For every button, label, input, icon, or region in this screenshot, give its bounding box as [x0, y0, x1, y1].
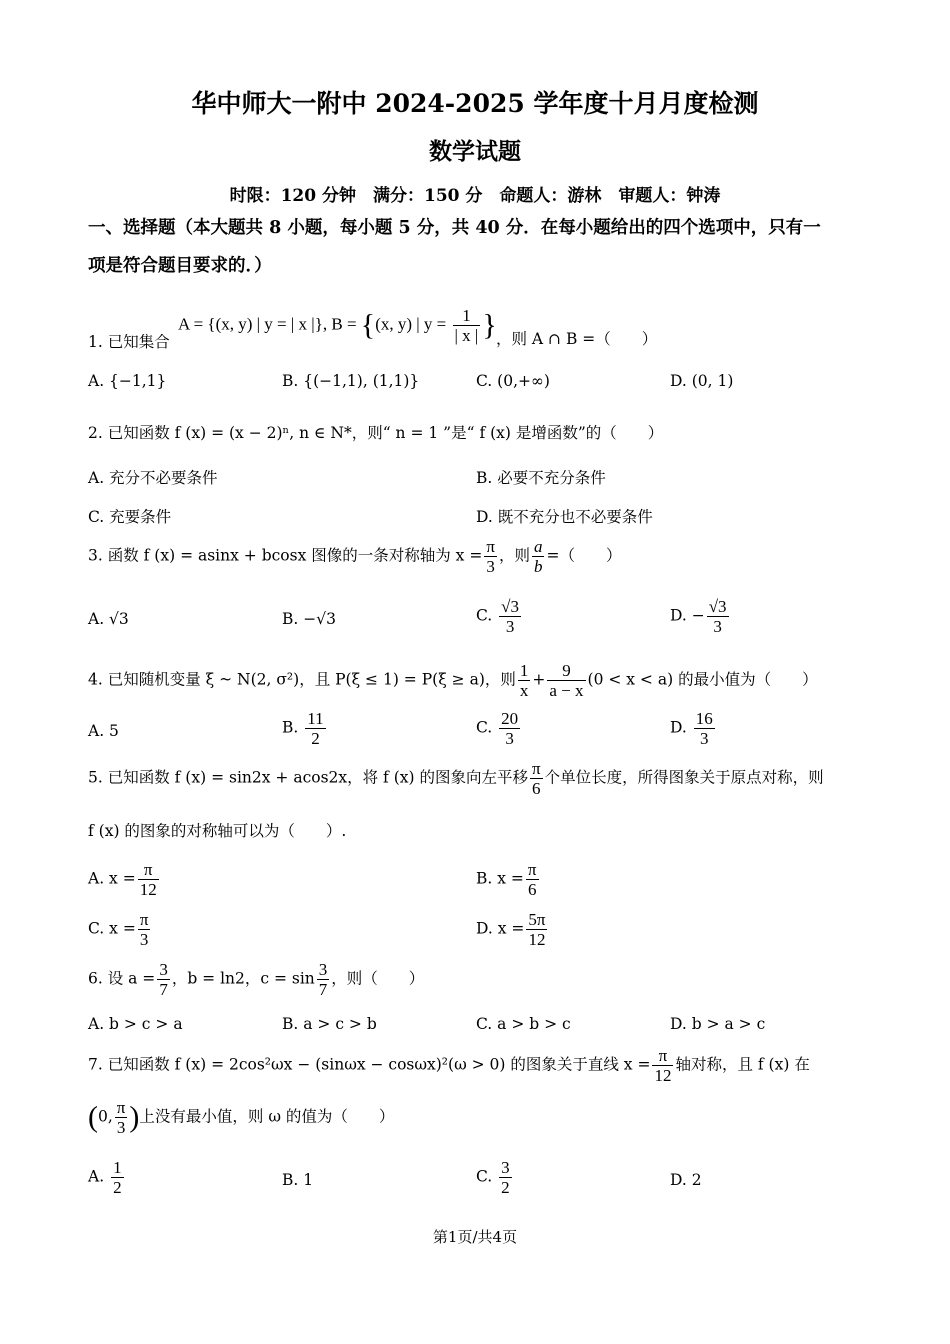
q5-stem-line2: f (x) 的图象的对称轴可以为（ ）.	[88, 822, 347, 840]
q3-option-a[interactable]: A. √3	[88, 610, 129, 628]
q2-stem: 2. 已知函数 f (x) = (x − 2)ⁿ, n ∈ N*，则“ n = 1 ”是“ f (x) 是增函数”的（ ）	[88, 424, 664, 442]
q5-option-a[interactable]: A. x = $\frac{\pi}{12}$	[88, 860, 157, 899]
q1-stem: 1. 已知集合	[88, 333, 170, 351]
q7-option-d[interactable]: D. 2	[670, 1171, 702, 1189]
page-footer: 第1页/共4页	[432, 1228, 518, 1246]
q5-stem: 5. 已知函数 f (x) = sin2x + acos2x，将 f (x) 的图象向左平移 $\frac{\pi}{6}$ 个单位长度，所得图象关于原点对称，则	[88, 759, 824, 798]
q3-stem: 3. 函数 f (x) = asinx + bcosx 图像的一条对称轴为 x = $\frac{\pi}{3}$ ，则 $\frac{a}{b}$ =（ ）	[88, 537, 622, 576]
q2-option-b[interactable]: B. 必要不充分条件	[476, 469, 606, 487]
section-heading-line1: 一、选择题（本大题共 8 小题，每小题 5 分，共 40 分．在每小题给出的四个选项中，只有一	[88, 218, 821, 238]
q4-option-b[interactable]: B. $\frac{11}{2}$	[282, 709, 324, 748]
section-heading-line2: 项是符合题目要求的．）	[88, 256, 272, 276]
q4-option-d[interactable]: D. $\frac{16}{3}$	[670, 709, 713, 748]
q7-option-a[interactable]: A. $\frac{1}{2}$	[88, 1158, 122, 1197]
q3-option-d[interactable]: D. − $\frac{√3}{3}$	[670, 597, 727, 636]
q5-option-b[interactable]: B. x = $\frac{\pi}{6}$	[476, 860, 537, 899]
q7-option-b[interactable]: B. 1	[282, 1171, 314, 1189]
q5-option-d[interactable]: D. x = $\frac{5\pi}{12}$	[476, 910, 546, 949]
q1-set-definition: A = {(x, y) | y = | x |}, B = {(x, y) | y = $\frac{1}{| x |}$ }	[178, 306, 497, 345]
q4-stem: 4. 已知随机变量 ξ ~ N(2, σ²)，且 P(ξ ≤ 1) = P(ξ ≥ a)，则 $\frac{1}{x}$ + $\frac{9}{a - x}$ (0 < x < a) 的最小值为（ ）	[88, 661, 818, 700]
q2-option-a[interactable]: A. 充分不必要条件	[88, 469, 218, 487]
q6-option-d[interactable]: D. b > a > c	[670, 1015, 766, 1033]
q7-stem: 7. 已知函数 f (x) = 2cos²ωx − (sinωx − cosωx)²(ω > 0) 的图象关于直线 x = $\frac{\pi}{12}$ 轴对称，且 f (x) 在	[88, 1046, 810, 1085]
q4-option-c[interactable]: C. $\frac{20}{3}$	[476, 709, 519, 748]
q7-option-c[interactable]: C. $\frac{3}{2}$	[476, 1158, 510, 1197]
q3-option-c[interactable]: C. $\frac{√3}{3}$	[476, 597, 520, 636]
q1-option-d[interactable]: D. (0, 1)	[670, 372, 734, 390]
exam-subtitle: 数学试题	[429, 138, 521, 165]
q2-option-d[interactable]: D. 既不充分也不必要条件	[476, 508, 653, 526]
q6-option-b[interactable]: B. a > c > b	[282, 1015, 377, 1033]
q1-suffix: ，则 A ∩ B =（ ）	[496, 330, 658, 348]
q7-stem-line2: (0, $\frac{\pi}{3}$ )上没有最小值，则 ω 的值为（ ）	[88, 1098, 395, 1137]
q6-stem: 6. 设 a = $\frac{3}{7}$ ，b = ln2，c = sin $\frac{3}{7}$ ，则（ ）	[88, 960, 425, 999]
q6-option-a[interactable]: A. b > c > a	[88, 1015, 183, 1033]
exam-title: 华中师大一附中 2024-2025 学年度十月月度检测	[191, 89, 759, 118]
q1-option-a[interactable]: A. {−1,1}	[88, 372, 167, 390]
exam-meta: 时限：120 分钟 满分：150 分 命题人：游林 审题人：钟涛	[229, 186, 721, 206]
q1-set-b: (x, y) | y =	[375, 314, 447, 334]
q1-set-a: A = {(x, y) | y = | x |}, B =	[178, 314, 357, 334]
q1-option-b[interactable]: B. {(−1,1), (1,1)}	[282, 372, 420, 390]
q3-option-b[interactable]: B. −√3	[282, 610, 336, 628]
q5-option-c[interactable]: C. x = $\frac{\pi}{3}$	[88, 910, 149, 949]
q2-option-c[interactable]: C. 充要条件	[88, 508, 172, 526]
q6-option-c[interactable]: C. a > b > c	[476, 1015, 571, 1033]
q1-option-c[interactable]: C. (0,+∞)	[476, 372, 550, 390]
q1-fraction: $\frac{1}{| x |}$	[454, 306, 479, 345]
q4-option-a[interactable]: A. 5	[88, 722, 119, 740]
